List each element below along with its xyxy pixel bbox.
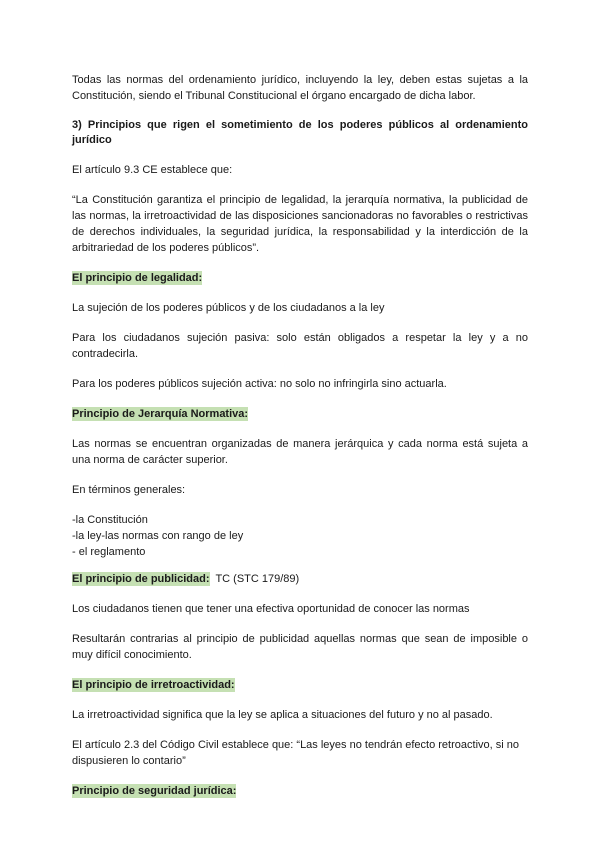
jerarquia-paragraph-1: Las normas se encuentran organizadas de manera jerárquica y cada norma está sujeta a una norma de carácter superior. <box>72 438 528 466</box>
section-3-title: 3) Principios que rigen el sometimiento de los poderes públicos al ordenamiento jurídico <box>72 119 528 146</box>
legalidad-paragraph-1: La sujeción de los poderes públicos y de los ciudadanos a la ley <box>72 302 385 314</box>
intro-paragraph: Todas las normas del ordenamiento jurídico, incluyendo la ley, deben estas sujetas a la Constitución, siendo el Tribunal Constitucional el órgano encargado de dicha labor. <box>72 74 528 102</box>
publicidad-paragraph-1: Los ciudadanos tienen que tener una efectiva oportunidad de conocer las normas <box>72 603 470 615</box>
irretroactividad-paragraph-1: La irretroactividad significa que la ley se aplica a situaciones del futuro y no al pasado. <box>72 709 493 721</box>
seguridad-heading: Principio de seguridad jurídica: <box>72 785 237 797</box>
irretroactividad-paragraph-2: El artículo 2.3 del Código Civil establece que: “Las leyes no tendrán efecto retroactivo, si no dispusieren lo contario” <box>72 739 519 767</box>
jerarquia-list <box>72 512 528 560</box>
publicidad-heading: El principio de publicidad: <box>72 573 210 585</box>
article-9-3-intro: El artículo 9.3 CE establece que: <box>72 164 233 176</box>
jerarquia-paragraph-2: En términos generales: <box>72 484 186 496</box>
legalidad-paragraph-2: Para los ciudadanos sujeción pasiva: solo están obligados a respetar la ley y a no contradecirla. <box>72 332 528 360</box>
article-9-3-quote: “La Constitución garantiza el principio de legalidad, la jerarquía normativa, la publicidad de las normas, la irretroactividad de las disposiciones sancionadoras no favorables o restrictivas de derechos individuales, la seguridad jurídica, la responsabilidad y la interdicción de la arbitrariedad de los poderes públicos”. <box>72 194 528 254</box>
list-item: -la ley-las normas con rango de ley <box>72 530 244 542</box>
jerarquia-heading: Principio de Jerarquía Normativa: <box>72 408 249 420</box>
legalidad-heading: El principio de legalidad: <box>72 272 203 284</box>
list-item: - el reglamento <box>72 546 146 558</box>
publicidad-paragraph-2: Resultarán contrarias al principio de publicidad aquellas normas que sean de imposible o muy difícil conocimiento. <box>72 633 528 661</box>
legalidad-paragraph-3: Para los poderes públicos sujeción activa: no solo no infringirla sino actuarla. <box>72 378 447 390</box>
publicidad-reference: TC (STC 179/89) <box>215 573 300 585</box>
list-item: -la Constitución <box>72 514 148 526</box>
irretroactividad-heading: El principio de irretroactividad: <box>72 679 235 691</box>
